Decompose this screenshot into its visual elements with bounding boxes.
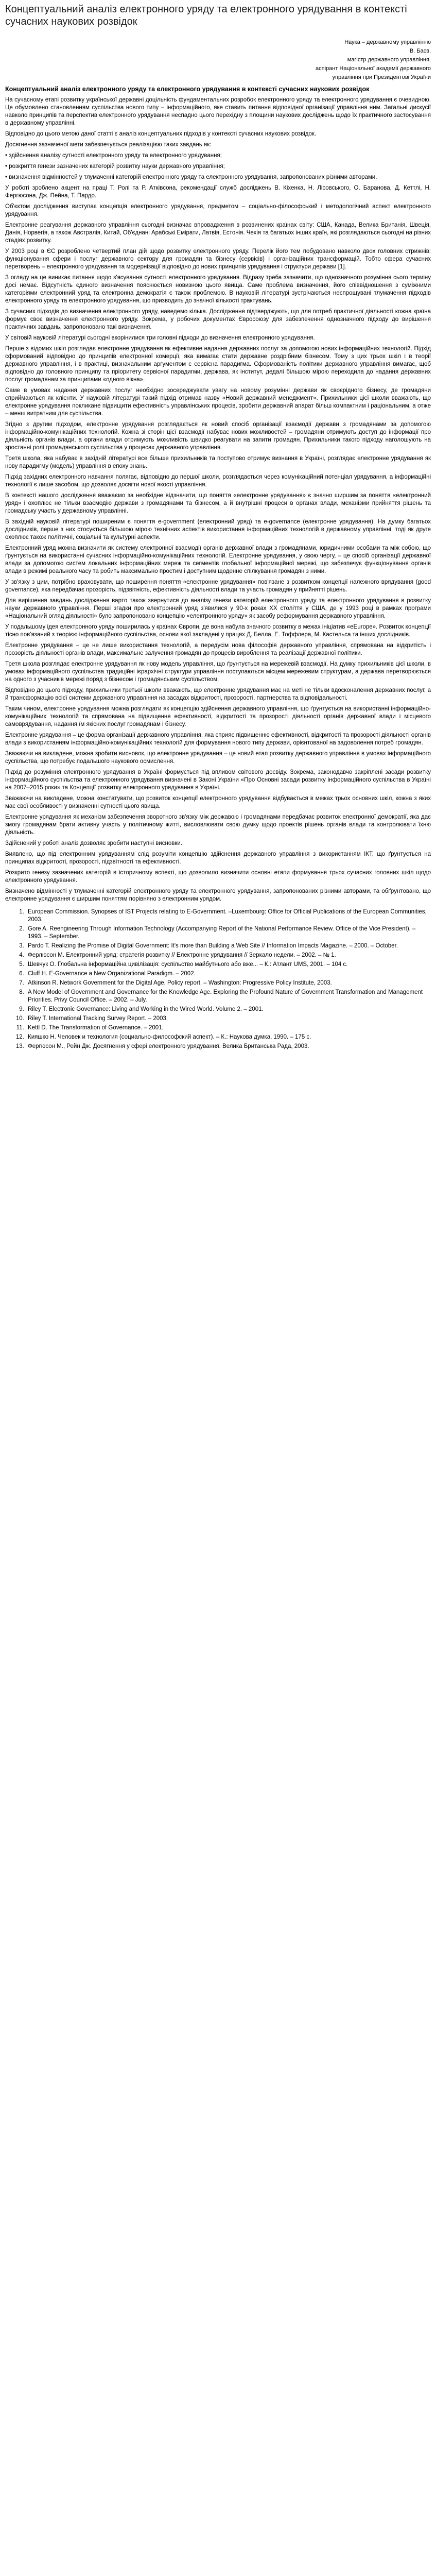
body-paragraph: Перше з відомих шкіл розглядає електронне урядування як ефективне надання державних послуг за допомогою нових інформаційних технологій. Підхід сформований відповідно до принципів електронної комерції, яка вимагає стати державне роздрібним бізнесом. Тому з цих трьох шкіл і в теорії державного управління, і в практиці, визначальним аргументом є сервісна парадигма. Сформованість політики державного управління вимагає, щоб відповідно до головного принципу та пріоритету сервісної парадигми, держава, як інститут, дедалі більшою мірою переходила до надання державних послуг громадянам за принципами «одного вікна». xyxy=(5,346,431,383)
reference-item: 6. Cluff H. E-Governance a New Organizational Paradigm. – 2002. xyxy=(26,970,431,978)
body-paragraph: Підхід до розуміння електронного урядування в Україні формується під впливом світового досвіду. Зокрема, законодавчо закріплені засади розвитку інформаційного суспільства та електронного урядування визначені в Законі України «Про Основні засади розвитку інформаційного суспільства в Україні на 2007–2015 роки» та Концепції розвитку електронного урядування в Україні. xyxy=(5,769,431,791)
body-paragraph: У зв'язку з цим, потрібно враховувати, що поширення поняття «електронне урядування» пов'язане з розвитком концепції належного врядування (good governance), яка передбачає прозорість, підзвітність, ефективність діяльності влади та участь громадян у прийнятті рішень. xyxy=(5,579,431,593)
body-paragraph: Згідно з другим підходом, електронне урядування розглядається як новий спосіб організації взаємодії держави з громадянами за допомогою інформаційно-комунікаційних технологій. Кожна зі сторін цієї взаємодії набуває нових можливостей – громадяни отримують доступ до інформації про діяльність органів влади, а органи влади отримують можливість швидко реагувати на запити громадян. Прихильники такого підходу наголошують на зростанні ролі громадянського суспільства у процесах державного управління. xyxy=(5,421,431,451)
body-paragraph: Відповідно до цього метою даної статті є аналіз концептуальних підходів у контексті сучасних наукових розвідок. xyxy=(5,131,317,137)
body-paragraph: У подальшому ідея електронного уряду поширилась у країнах Європи, де вона набула значного розвитку в межах ініціатив «eEurope». Розвиток концепції тісно пов'язаний з теорією інформаційного суспільства, основи якої закладені у працях Д. Белла, Е. Тоффлера, М. Кастельса та інших дослідників. xyxy=(5,624,431,638)
reference-item: 7. Atkinson R. Network Government for the Digital Age. Policy report. – Washington: Progressive Policy Institute, 2003. xyxy=(26,979,431,987)
body-paragraph: Виявлено, що під електронним урядуванням слід розуміти концепцію здійснення державного управління з використанням ІКТ, що ґрунтується на принципах відкритості, прозорості, підзвітності та ефективності. xyxy=(5,851,431,865)
body-paragraph: Електронне урядування – це форма організації державного управління, яка сприяє підвищенню ефективності, відкритості та прозорості діяльності органів влади з використанням інформаційно-комунікаційних технологій для формування нового типу держави, орієнтованої на задоволення потреб громадян. xyxy=(5,732,431,746)
author-line: магістр державного управління, xyxy=(347,57,431,63)
reference-item: 4. Ферлюсон М. Електронний уряд: стратегія розвитку // Електронне урядування // Зеркало недели. – 2002. – № 1. xyxy=(26,952,431,959)
reference-item: 8. A New Model of Government and Governance for the Knowledge Age. Exploring the Profound Nature of Government Transformation and Management Priorities. Privy Council Office. – 2002. – July. xyxy=(26,989,431,1004)
body-paragraph: Для вирішення завдань дослідження варто також звернутися до аналізу генези категорій електронного уряду та електронного урядування в розвитку науки державного управління. Перші згадки про електронний уряд з'явилися у 90-х роках ХХ століття у США, де у 1993 році в рамках програми «Національний огляд діяльності» було запропоновано концепцію «електронного уряду» як засобу реформування державного управління. xyxy=(5,598,431,619)
reference-item: 1. European Commission. Synopses of IST Projects relating to E-Government. –Luxembourg: Office for Official Publications of the European Communities, 2003. xyxy=(26,908,431,924)
page-title: Концептуальний аналіз електронного уряду та електронного урядування в контексті сучасних наукових розвідок xyxy=(5,4,407,27)
author-line: Наука – державному управлінню xyxy=(344,39,431,45)
references-list xyxy=(5,908,431,1050)
body-paragraph: Третя школа, яка набуває в західній літературі все більше прихильників та поступово отримує визнання в Україні, розглядає електронне урядування як нову парадигму (модель) управління в епоху знань. xyxy=(5,455,431,469)
reference-item: 12. Кияшко Н. Человек и технология (социально-философский аспект). – К.: Наукова думка, 1990. – 175 с. xyxy=(26,1033,431,1041)
reference-item: 10. Riley T. International Tracking Survey Report. – 2003. xyxy=(26,1015,431,1023)
page xyxy=(0,0,436,1062)
body-paragraph: Електронний уряд можна визначити як систему електронної взаємодії органів державної влади з громадянами, юридичними особами та між собою, що ґрунтується на використанні сучасних інформаційно-комунікаційних технологій. Електронне урядування, у свою чергу, – це спосіб організації державної влади за допомогою систем локальних інформаційних мереж та сегментів глобальної інформаційної мережі, що забезпечує функціонування органів влади в режимі реального часу та робить максимально простим і доступним щоденне спілкування громадян з ними. xyxy=(5,545,431,574)
author-block xyxy=(5,38,431,82)
reference-item: 3. Pardo T. Realizing the Promise of Digital Government: It's more than Building a Web Site // Information Impacts Magazine. – 2000. – October. xyxy=(26,942,431,950)
body-paragraph: Саме в умовах надання державних послуг необхідно зосереджувати увагу на новому розумінні держави як своєрідного бізнесу, де громадяни сприймаються як клієнти. У науковій літературі такий підхід отримав назву «Новий державний менеджмент». Прихильники цієї школи вважають, що електронне урядування покликане підвищити ефективність управлінських процесів, зробити державний апарат більш компактним і раціональним, а отже – менш витратним для суспільства. xyxy=(5,387,431,417)
reference-item: 13. Фергюсон М., Рейн Дж. Досягнення у сфері електронного урядування. Велика Британська Рада, 2003. xyxy=(26,1043,431,1050)
body-paragraph: В західній науковій літературі поширеним є поняття e-government (електронний уряд) та e-governance (електронне урядування). На думку багатьох дослідників, перше з них стосується більшою мірою технічних аспектів використання інформаційних технологій в державному управлінні, тоді як друге охоплює також політичні, соціальні та культурні аспекти. xyxy=(5,519,431,540)
body-paragraph: Визначено відмінності у тлумаченні категорій електронного уряду та електронного урядування, запропонованих різними авторами, та обґрунтовано, що електронне урядування є ширшим поняттям порівняно з електронним урядом. xyxy=(5,888,431,902)
body-paragraph: Підхід західних електронного навчання полягає, відповідно до першої школи, розглядається через комунікаційний потенціал урядування, а інформаційні технології є лише засобом, що дозволяє досягти нової якості управління. xyxy=(5,474,431,488)
reference-item: 9. Riley T. Electronic Governance: Living and Working in the Wired World. Volume 2. – 2001. xyxy=(26,1006,431,1013)
author-line: аспірант Національної академії державного xyxy=(316,65,431,72)
body-paragraph: У 2003 році в ЄС розроблено четвертий план дій щодо розвитку електронного уряду. Перелік його тем побудовано навколо двох головних стрижнів: функціонування сфери і послуг державного сектору для громадян та бізнесу (сервісів) і організаційних трансформацій. Тобто сфера сучасних перетворень – електронного урядування та модернізації відповідно до нових принципів урядування і структури держави [1]. xyxy=(5,248,431,270)
body-paragraph: Електронне реагування державного управління сьогодні визначає впровадження в розвинених країнах світу: США, Канада, Велика Британія, Швеція, Данія, Норвегія, а також Австралія, Китай, Об'єднані Арабські Емірати, Латвія, Естонія. Чехія та багатьох інших країн, які розглядаються сьогодні на різних стадіях розвитку. xyxy=(5,222,431,244)
body-paragraph: З огляду на це виникає питання щодо з'ясування сутності електронного урядування. Відразу треба зазначити, що однозначного розуміння сього терміну досі немає. Відсутність єдиного визначення пояснюється новизною цього явища. Саме проблема визначення, його співвідношення з суміжними категоріями електронний уряд та електронна демократія є також проблемою. В науковій літературі зустрічаються неспрощувані тлумачення підходів електронного уряду та електронного урядування, що призводить до значної кількості трактувань. xyxy=(5,275,431,304)
body-paragraph: Зважаючи на викладене, можна зробити висновок, що електронне урядування – це новий етап розвитку державного управління в умовах інформаційного суспільства, що потребує подальшого наукового осмислення. xyxy=(5,751,431,765)
body-paragraph: Здійснений у роботі аналіз дозволяє зробити наступні висновки. xyxy=(5,840,182,846)
body-paragraph: Електронне урядування як механізм забезпечення зворотного зв'язку між державою і громадянами передбачає розвиток електронної демократії, яка дає змогу громадянам брати активну участь у політичному житті, висловлювати свою думку щодо проектів рішень органів влади та контролювати їхню діяльність. xyxy=(5,814,431,836)
article-body xyxy=(5,96,431,903)
body-paragraph: Відповідно до цього підходу, прихильники третьої школи вважають, що електронне урядування має на меті не тільки вдосконалення державних послуг, а й трансформацію всієї системи державного управління на засадах відкритості, прозорості, партнерства та відповідальності. xyxy=(5,687,431,701)
body-paragraph: Зважаючи на викладене, можна констатувати, що розвиток концепції електронного урядування відбувається в межах трьох основних шкіл, кожна з яких має свої особливості у визначенні сутності цього явища. xyxy=(5,795,431,809)
author-line: управління при Президентові України xyxy=(332,74,431,80)
body-paragraph: Об'єктом дослідження виступає концепція електронного урядування, предметом – соціально-філософський і методологічний аспект електронного урядування. xyxy=(5,204,431,217)
body-paragraph: На сучасному етапі розвитку української державні доцільність фундаментальних розробок електронного уряду та електронного урядування є очевидною. Це обумовлено становленням суспільства нового типу – інформаційного, яке ставить питання відповідної організації управління ним. Загальні дискусії навколо принципів та перспектив електронного урядування неспадно цього перехідну з площини наукових досліджень щодо їх практичного застосування в державному управлінні. xyxy=(5,97,431,126)
body-paragraph: У світовій науковій літературі сьогодні вкорінилися три головні підходи до визначення електронного урядування. xyxy=(5,335,315,341)
body-paragraph: З сучасних підходів до визначення електронного уряду, наведемо кілька. Дослідження підтверджують, що для потреб практичної діяльності кожна країна формує своє визначення електронного уряду. Зокрема, у робочих документах Євросоюзу для забезпечення однозначного підходу до вирішення практичних завдань, запропоновано такі визначення. xyxy=(5,309,431,330)
reference-item: 11. Kettl D. The Transformation of Governance. – 2001. xyxy=(26,1024,431,1032)
author-line: В. Басв, xyxy=(409,48,431,54)
body-paragraph: • здійснення аналізу сутності електронного уряду та електронного урядування; xyxy=(5,152,222,159)
body-paragraph: • визначення відмінностей у тлумаченні категорій електронного уряду та електронного урядування, запропонованих різними авторами. xyxy=(5,174,377,180)
body-paragraph: В контексті нашого дослідження вважаємо за необхідне відзначити, що поняття «електронне урядування» є значно ширшим за поняття «електронний уряд» і охоплює не тільки взаємодію держави з громадянами та бізнесом, а й внутрішні процеси в органах влади, механізми прийняття рішень та громадську участь у державному управлінні. xyxy=(5,493,431,514)
body-paragraph: • розкриття генези зазначених категорій розвитку науки державного управління; xyxy=(5,163,225,170)
body-paragraph: Таким чином, електронне урядування можна розглядати як концепцію здійснення державного управління, що ґрунтується на використанні інформаційно-комунікаційних технологій та спрямована на підвищення ефективності, відкритості та прозорості діяльності органів державної влади і місцевого самоврядування, надання їм якісних послуг громадянам і бізнесу. xyxy=(5,706,431,727)
body-paragraph: Електронне урядування – це не лише використання технологій, а передусім нова філософія державного управління, спрямована на відкритість і прозорість діяльності органів влади, максимальне залучення громадян до процесів вироблення та реалізації державної політики. xyxy=(5,642,431,656)
body-paragraph: У роботі зроблено акцент на праці Т. Ролі та Р. Атківсона, рекомендації служб досліджень В. Кіхенка, Н. Лісовського, О. Баранова, Д. Кеттлі, Н. Фергюсона, Дж. Пейна, Т. Пардо. xyxy=(5,185,431,199)
reference-item: 5. Шевчук О. Глобальна інформаційна цивілізація: суспільство майбутнього або вже... – К.: Атлант UMS, 2001. – 104 с. xyxy=(26,961,431,969)
body-paragraph: Досягнення зазначеної мети забезпечується реалізацією таких завдань як: xyxy=(5,142,212,148)
article-heading: Концептуальний аналіз електронного уряду та електронного урядування в контексті сучасних наукових розвідок xyxy=(5,86,370,93)
body-paragraph: Розкрито генезу зазначених категорій в історичному аспекті, що дозволило визначити основні етапи формування трьох сучасних головних шкіл щодо електронного урядування. xyxy=(5,870,431,884)
body-paragraph: Третя школа розглядає електронне урядування як нову модель управління, що ґрунтується на мережевій взаємодії. На думку прихильників цієї школи, в умовах інформаційного суспільства традиційні ієрархічні структури управління поступаються місцем мережевим структурам, а держава перетворюється на одного з учасників мережі поряд з бізнесом і громадянським суспільством. xyxy=(5,661,431,683)
reference-item: 2. Gore A. Reengineering Through Information Technology (Accompanying Report of the National Performance Review. Office of the Vice President). – 1993. – September. xyxy=(26,925,431,941)
